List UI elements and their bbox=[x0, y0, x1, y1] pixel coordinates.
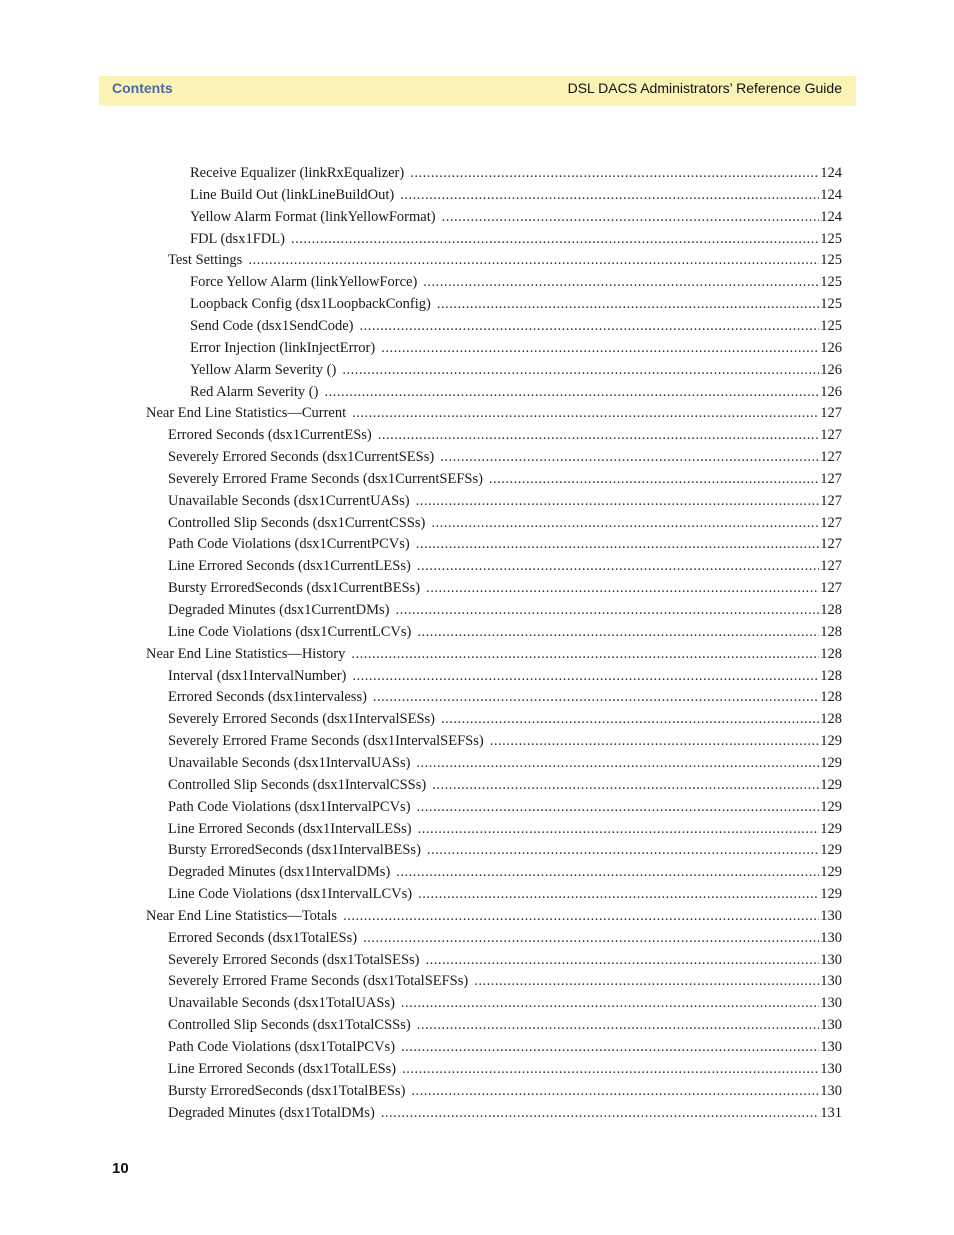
toc-dot-leader bbox=[396, 861, 819, 883]
toc-entry-title: Bursty ErroredSeconds (dsx1IntervalBESs) bbox=[168, 842, 421, 859]
toc-entry-title: Force Yellow Alarm (linkYellowForce) bbox=[190, 274, 418, 291]
toc-dot-leader bbox=[417, 796, 820, 818]
toc-entry[interactable] bbox=[168, 533, 842, 555]
toc-entry-page: 124 bbox=[820, 165, 842, 181]
toc-entry-page: 125 bbox=[820, 296, 842, 313]
toc-entry[interactable] bbox=[168, 468, 842, 490]
toc-entry-page: 126 bbox=[820, 361, 842, 378]
toc-dot-leader bbox=[437, 293, 819, 315]
toc-entry-page: 131 bbox=[820, 1104, 842, 1121]
toc-entry-page: 128 bbox=[820, 602, 842, 618]
footer-page-number: 10 bbox=[112, 1160, 129, 1177]
toc-dot-leader bbox=[352, 402, 819, 424]
toc-entry-page: 129 bbox=[820, 820, 842, 837]
toc-entry-page: 125 bbox=[820, 252, 842, 269]
toc-dot-leader bbox=[378, 424, 819, 446]
toc-entry-page: 126 bbox=[820, 339, 842, 356]
toc-entry-title: Path Code Violations (dsx1CurrentPCVs) bbox=[168, 536, 410, 553]
header-document-title: DSL DACS Administrators’ Reference Guide bbox=[567, 80, 842, 96]
toc-entry[interactable] bbox=[168, 1080, 842, 1102]
toc-entry-title: Near End Line Statistics—Totals bbox=[146, 907, 338, 924]
toc-dot-leader bbox=[291, 228, 819, 250]
toc-entry-page: 127 bbox=[820, 580, 842, 597]
toc-entry-title: Path Code Violations (dsx1TotalPCVs) bbox=[168, 1039, 396, 1055]
toc-entry-page: 130 bbox=[820, 929, 842, 946]
running-header bbox=[99, 76, 856, 106]
toc-entry-page: 130 bbox=[820, 907, 842, 924]
toc-entry[interactable] bbox=[168, 424, 842, 446]
toc-entry-title: Test Settings bbox=[168, 252, 243, 269]
toc-entry[interactable] bbox=[168, 730, 842, 752]
toc-entry-title: Loopback Config (dsx1LoopbackConfig) bbox=[190, 296, 431, 313]
toc-entry[interactable] bbox=[190, 206, 842, 228]
toc-entry-page: 130 bbox=[820, 1082, 842, 1099]
toc-entry-page: 130 bbox=[820, 1060, 842, 1077]
toc-entry-page: 128 bbox=[820, 711, 842, 728]
toc-entry-title: FDL (dsx1FDL) bbox=[190, 230, 285, 247]
toc-entry[interactable] bbox=[146, 402, 842, 424]
toc-entry[interactable] bbox=[168, 774, 842, 796]
toc-entry-page: 127 bbox=[820, 405, 842, 422]
toc-dot-leader bbox=[442, 206, 820, 228]
toc-entry-page: 130 bbox=[820, 1017, 842, 1034]
toc-entry[interactable] bbox=[168, 927, 842, 949]
toc-entry[interactable] bbox=[168, 708, 842, 730]
toc-entry-page: 125 bbox=[820, 317, 842, 334]
toc-entry-title: Line Errored Seconds (dsx1CurrentLESs) bbox=[168, 558, 411, 575]
toc-dot-leader bbox=[418, 818, 820, 840]
toc-dot-leader bbox=[400, 184, 819, 206]
toc-dot-leader bbox=[416, 490, 820, 512]
toc-entry-title: Interval (dsx1IntervalNumber) bbox=[168, 667, 347, 684]
toc-entry-page: 130 bbox=[820, 1039, 842, 1055]
toc-dot-leader bbox=[417, 621, 819, 643]
toc-dot-leader bbox=[410, 162, 819, 184]
toc-dot-leader bbox=[324, 381, 819, 403]
toc-entry[interactable] bbox=[168, 621, 842, 643]
toc-entry[interactable] bbox=[168, 839, 842, 861]
toc-dot-leader bbox=[248, 249, 819, 271]
toc-entry[interactable] bbox=[190, 271, 842, 293]
toc-entry-page: 129 bbox=[820, 754, 842, 771]
toc-entry-title: Severely Errored Frame Seconds (dsx1TotalSEFSs) bbox=[168, 973, 469, 990]
toc-entry-page: 128 bbox=[820, 645, 842, 662]
toc-entry-title: Bursty ErroredSeconds (dsx1CurrentBESs) bbox=[168, 580, 421, 597]
toc-entry-page: 125 bbox=[820, 274, 842, 291]
toc-entry[interactable] bbox=[168, 577, 842, 599]
toc-dot-leader bbox=[381, 1102, 819, 1124]
toc-entry[interactable] bbox=[168, 512, 842, 534]
toc-entry[interactable] bbox=[168, 665, 842, 687]
toc-dot-leader bbox=[352, 665, 819, 687]
toc-entry-page: 124 bbox=[820, 208, 842, 225]
toc-entry[interactable] bbox=[190, 359, 842, 381]
toc-entry-page: 125 bbox=[820, 230, 842, 247]
toc-entry-title: Bursty ErroredSeconds (dsx1TotalBESs) bbox=[168, 1082, 406, 1099]
toc-entry-title: Errored Seconds (dsx1TotalESs) bbox=[168, 929, 358, 946]
toc-dot-leader bbox=[416, 752, 819, 774]
toc-entry-title: Severely Errored Seconds (dsx1CurrentSESs) bbox=[168, 449, 435, 466]
toc-entry-page: 128 bbox=[820, 667, 842, 684]
toc-entry-title: Line Code Violations (dsx1CurrentLCVs) bbox=[168, 623, 412, 640]
header-section-label: Contents bbox=[112, 80, 173, 96]
toc-entry-page: 128 bbox=[820, 689, 842, 706]
toc-entry-title: Controlled Slip Seconds (dsx1IntervalCSSs) bbox=[168, 776, 427, 793]
toc-dot-leader bbox=[440, 446, 819, 468]
toc-dot-leader bbox=[441, 708, 819, 730]
toc-entry[interactable] bbox=[168, 686, 842, 708]
toc-entry[interactable] bbox=[168, 1036, 842, 1058]
toc-entry[interactable] bbox=[168, 970, 842, 992]
toc-dot-leader bbox=[423, 271, 819, 293]
toc-dot-leader bbox=[418, 883, 819, 905]
toc-entry-title: Degraded Minutes (dsx1IntervalDMs) bbox=[168, 864, 391, 881]
toc-entry-page: 127 bbox=[820, 427, 842, 444]
toc-entry-title: Receive Equalizer (linkRxEqualizer) bbox=[190, 165, 405, 181]
toc-dot-leader bbox=[427, 839, 819, 861]
toc-entry-title: Errored Seconds (dsx1intervaless) bbox=[168, 689, 367, 706]
toc-entry-title: Unavailable Seconds (dsx1TotalUASs) bbox=[168, 995, 395, 1012]
toc-entry-page: 129 bbox=[820, 886, 842, 903]
toc-entry-title: Path Code Violations (dsx1IntervalPCVs) bbox=[168, 798, 411, 815]
toc-entry-title: Error Injection (linkInjectError) bbox=[190, 339, 376, 356]
toc-entry-title: Unavailable Seconds (dsx1IntervalUASs) bbox=[168, 754, 411, 771]
toc-entry-page: 127 bbox=[820, 558, 842, 575]
toc-entry[interactable] bbox=[168, 249, 842, 271]
toc-dot-leader bbox=[342, 359, 819, 381]
toc-entry-page: 126 bbox=[820, 383, 842, 400]
toc-entry[interactable] bbox=[168, 599, 842, 621]
toc-entry[interactable] bbox=[168, 490, 842, 512]
toc-entry[interactable] bbox=[190, 337, 842, 359]
toc-entry-page: 129 bbox=[820, 864, 842, 881]
toc-entry-title: Severely Errored Frame Seconds (dsx1IntervalSEFSs) bbox=[168, 733, 484, 750]
toc-dot-leader bbox=[417, 555, 819, 577]
toc-entry[interactable] bbox=[168, 1014, 842, 1036]
toc-entry[interactable] bbox=[168, 446, 842, 468]
toc-entry-title: Severely Errored Frame Seconds (dsx1CurrentSEFSs) bbox=[168, 470, 483, 487]
toc-entry[interactable] bbox=[146, 643, 842, 665]
toc-entry[interactable] bbox=[190, 184, 842, 206]
toc-dot-leader bbox=[432, 774, 819, 796]
toc-dot-leader bbox=[363, 927, 819, 949]
toc-entry[interactable] bbox=[146, 905, 842, 927]
toc-dot-leader bbox=[381, 337, 819, 359]
toc-entry-title: Yellow Alarm Severity () bbox=[190, 361, 337, 378]
toc-entry[interactable] bbox=[190, 381, 842, 403]
toc-entry-page: 130 bbox=[820, 995, 842, 1012]
toc-dot-leader bbox=[396, 599, 820, 621]
toc-entry-page: 127 bbox=[820, 514, 842, 531]
toc-entry[interactable] bbox=[168, 818, 842, 840]
toc-dot-leader bbox=[351, 643, 819, 665]
toc-entry-title: Errored Seconds (dsx1CurrentESs) bbox=[168, 427, 372, 444]
toc-entry[interactable] bbox=[168, 883, 842, 905]
toc-entry-title: Line Build Out (linkLineBuildOut) bbox=[190, 186, 395, 203]
toc-entry[interactable] bbox=[190, 315, 842, 337]
toc-entry-title: Near End Line Statistics—Current bbox=[146, 405, 347, 422]
toc-entry[interactable] bbox=[168, 949, 842, 971]
toc-entry[interactable] bbox=[168, 555, 842, 577]
toc-dot-leader bbox=[411, 1080, 819, 1102]
toc-dot-leader bbox=[343, 905, 819, 927]
toc-dot-leader bbox=[401, 992, 819, 1014]
toc-entry-page: 127 bbox=[820, 536, 842, 553]
toc-entry-title: Near End Line Statistics—History bbox=[146, 645, 346, 662]
toc-entry-page: 124 bbox=[820, 186, 842, 203]
toc-dot-leader bbox=[425, 949, 819, 971]
toc-entry-title: Line Errored Seconds (dsx1TotalLESs) bbox=[168, 1060, 397, 1077]
toc-entry-page: 127 bbox=[820, 470, 842, 487]
toc-dot-leader bbox=[402, 1058, 819, 1080]
toc-entry-title: Degraded Minutes (dsx1CurrentDMs) bbox=[168, 602, 390, 618]
toc-entry-title: Severely Errored Seconds (dsx1IntervalSESs) bbox=[168, 711, 435, 728]
toc-entry-title: Red Alarm Severity () bbox=[190, 383, 319, 400]
toc-entry-title: Controlled Slip Seconds (dsx1TotalCSSs) bbox=[168, 1017, 411, 1034]
toc-dot-leader bbox=[474, 970, 819, 992]
toc-dot-leader bbox=[417, 1014, 820, 1036]
toc-entry[interactable] bbox=[168, 861, 842, 883]
toc-entry-page: 129 bbox=[820, 776, 842, 793]
toc-entry[interactable] bbox=[168, 992, 842, 1014]
toc-entry-page: 128 bbox=[820, 623, 842, 640]
toc-entry-title: Degraded Minutes (dsx1TotalDMs) bbox=[168, 1104, 375, 1121]
toc-dot-leader bbox=[426, 577, 819, 599]
toc-dot-leader bbox=[401, 1036, 819, 1058]
toc-entry[interactable] bbox=[190, 293, 842, 315]
toc-entry[interactable] bbox=[168, 752, 842, 774]
toc-dot-leader bbox=[490, 730, 820, 752]
toc-dot-leader bbox=[489, 468, 819, 490]
toc-entry-title: Line Errored Seconds (dsx1IntervalLESs) bbox=[168, 820, 412, 837]
toc-entry-title: Line Code Violations (dsx1IntervalLCVs) bbox=[168, 886, 413, 903]
toc-entry[interactable] bbox=[168, 1102, 842, 1124]
toc-entry-title: Send Code (dsx1SendCode) bbox=[190, 317, 354, 334]
toc-entry-page: 127 bbox=[820, 492, 842, 509]
toc-entry-page: 129 bbox=[820, 733, 842, 750]
toc-dot-leader bbox=[373, 686, 819, 708]
toc-entry[interactable] bbox=[168, 1058, 842, 1080]
toc-entry-title: Unavailable Seconds (dsx1CurrentUASs) bbox=[168, 492, 410, 509]
toc-dot-leader bbox=[431, 512, 819, 534]
toc-dot-leader bbox=[416, 533, 820, 555]
toc-entry-page: 130 bbox=[820, 951, 842, 968]
toc-entry-title: Severely Errored Seconds (dsx1TotalSESs) bbox=[168, 951, 420, 968]
toc-entry[interactable] bbox=[190, 162, 842, 184]
toc-entry-page: 130 bbox=[820, 973, 842, 990]
toc-entry-title: Yellow Alarm Format (linkYellowFormat) bbox=[190, 208, 436, 225]
toc-entry[interactable] bbox=[190, 228, 842, 250]
toc-entry-page: 129 bbox=[820, 798, 842, 815]
toc-entry[interactable] bbox=[168, 796, 842, 818]
toc-dot-leader bbox=[360, 315, 820, 337]
toc-entry-page: 129 bbox=[820, 842, 842, 859]
toc-entry-title: Controlled Slip Seconds (dsx1CurrentCSSs) bbox=[168, 514, 426, 531]
toc-entry-page: 127 bbox=[820, 449, 842, 466]
